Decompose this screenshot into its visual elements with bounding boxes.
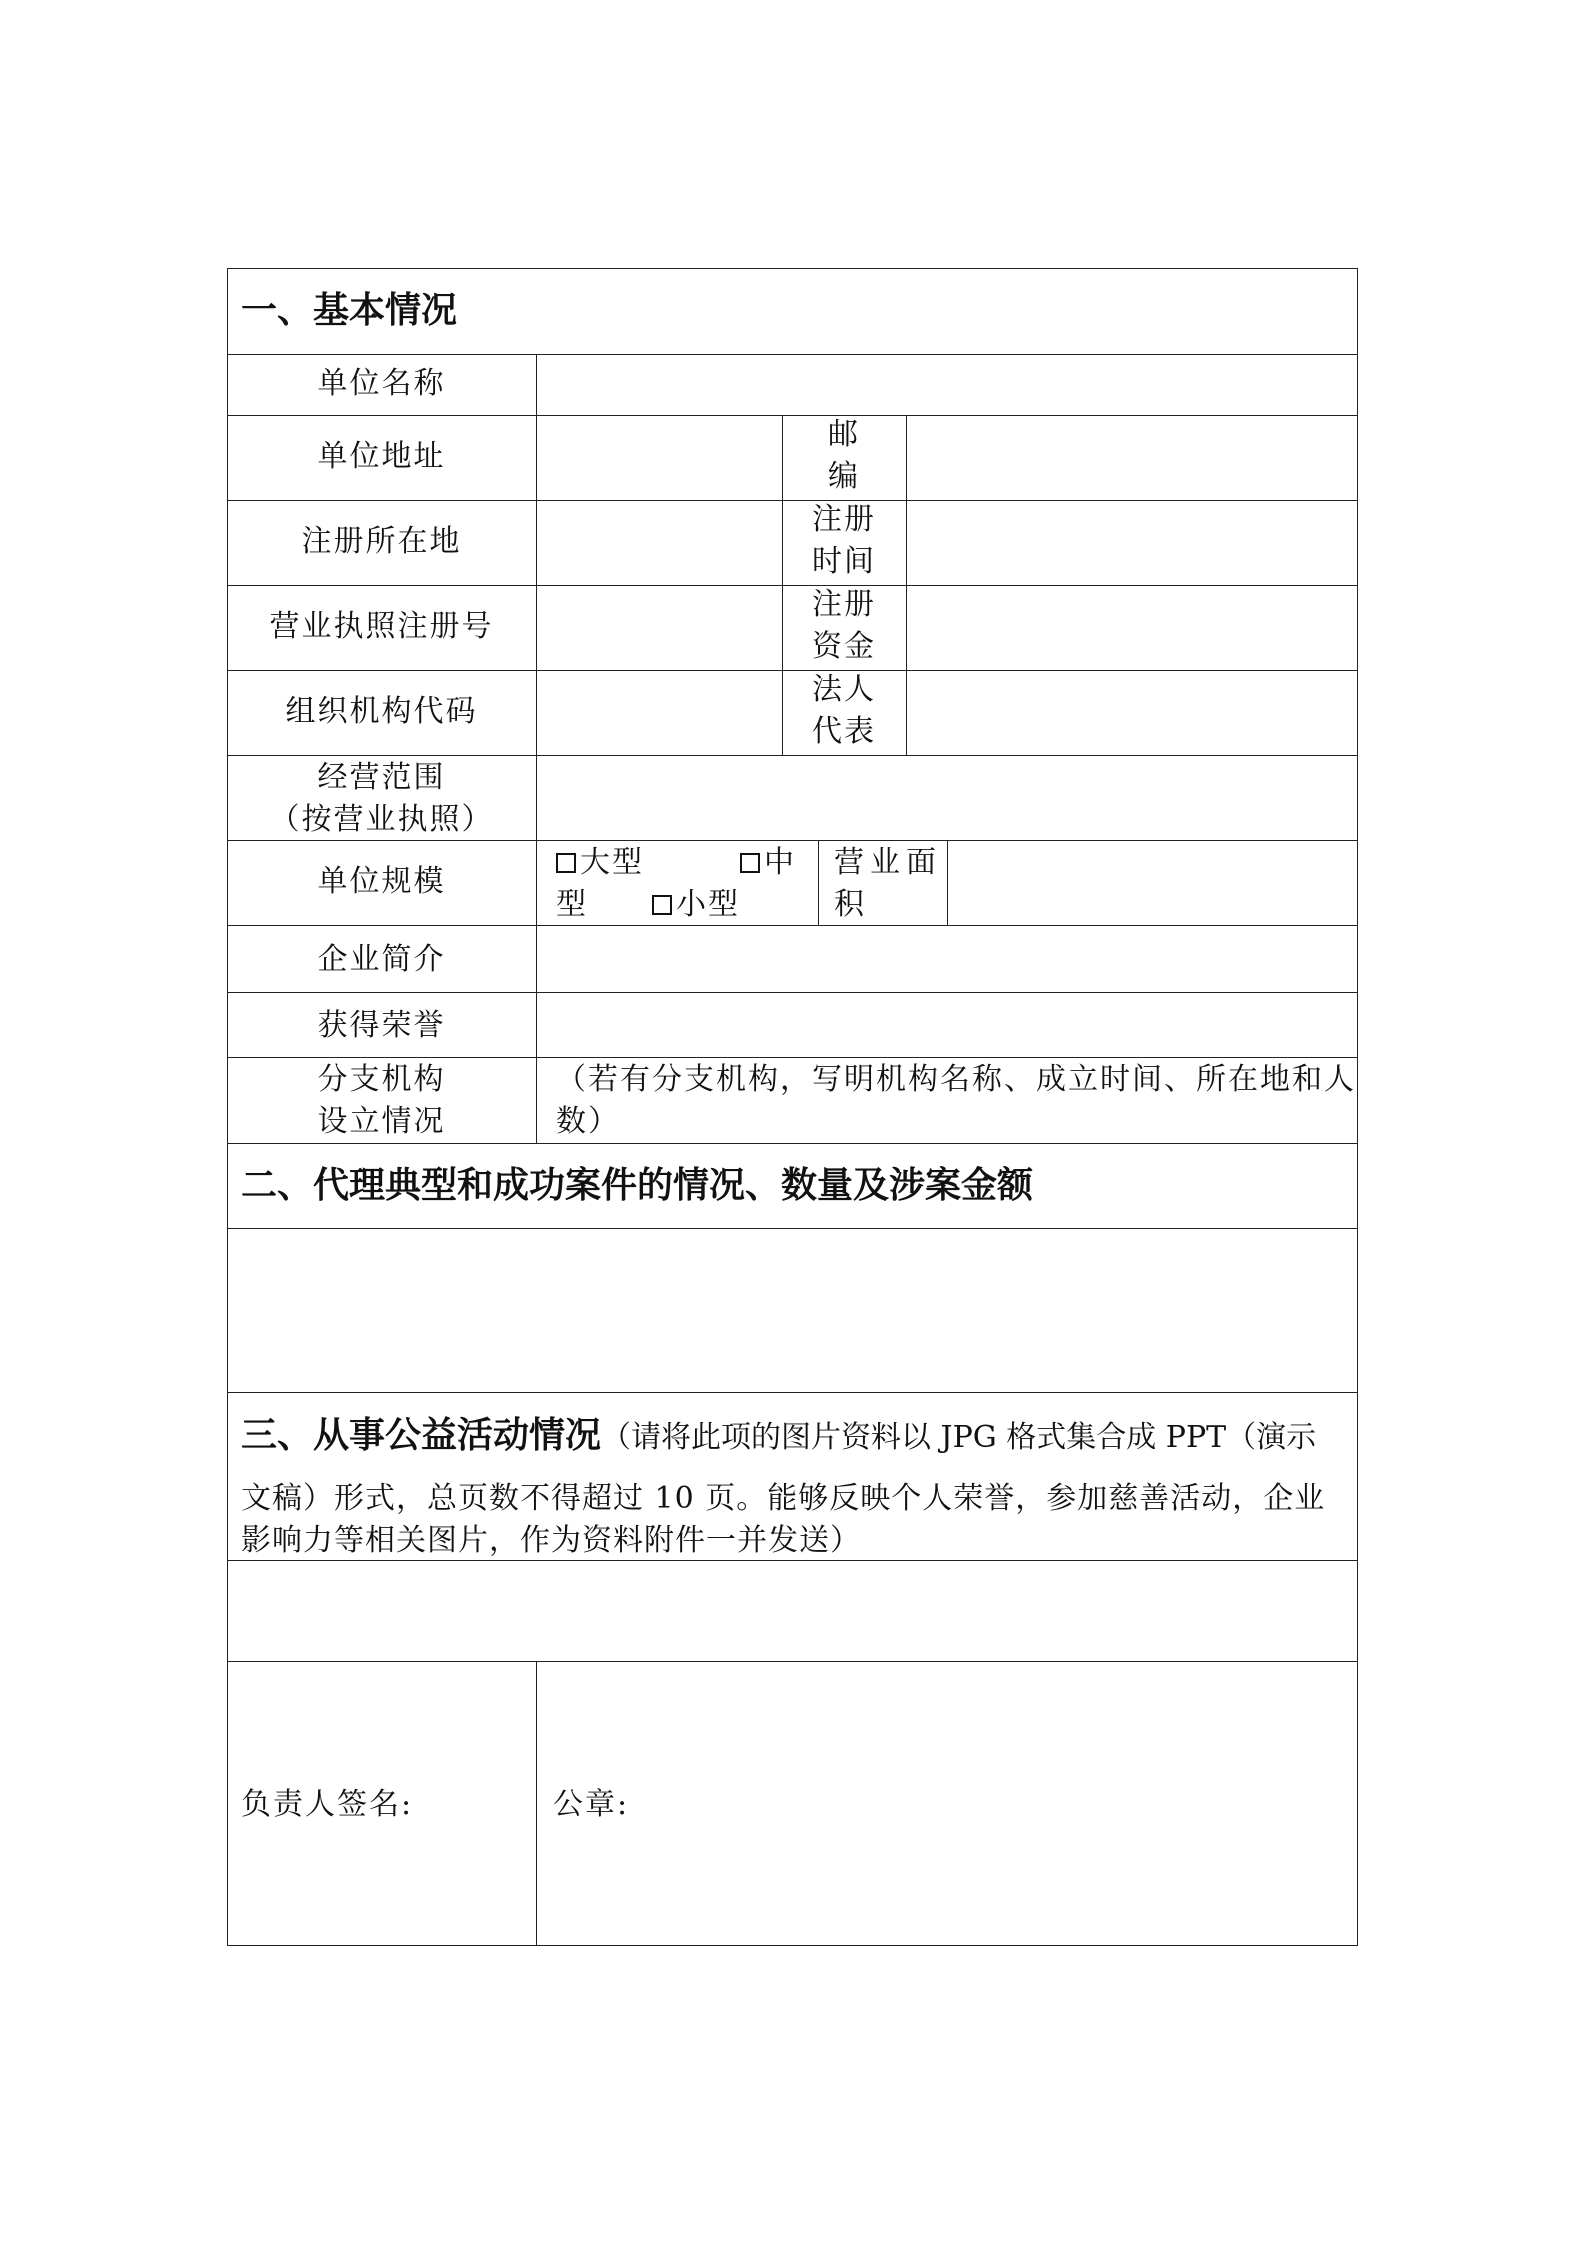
unit-address-field[interactable] xyxy=(538,417,780,498)
branch-note: （若有分支机构，写明机构名称、成立时间、所在地和人 xyxy=(556,1062,1356,1097)
honors-label: 获得荣誉 xyxy=(317,1008,446,1043)
column-divider xyxy=(906,415,907,755)
license-no-field[interactable] xyxy=(538,587,780,668)
cases-field[interactable] xyxy=(229,1230,1356,1390)
scale-option-small[interactable] xyxy=(652,884,740,926)
org-code-field[interactable] xyxy=(538,672,780,753)
section-3-note: （请将此项的图片资料以 JPG 格式集合成 PPT（演示 xyxy=(601,1420,1317,1455)
profile-field[interactable] xyxy=(538,927,1356,990)
column-divider xyxy=(818,840,819,925)
scale-label: 单位规模 xyxy=(317,864,446,899)
area-label: 积 xyxy=(834,887,866,922)
row-divider xyxy=(227,1143,1358,1144)
checkbox-icon xyxy=(740,853,760,873)
row-divider xyxy=(227,755,1358,756)
seal-field[interactable] xyxy=(538,1663,1356,1944)
profile-label: 企业简介 xyxy=(317,942,446,977)
business-scope-label: （按营业执照） xyxy=(269,802,494,837)
scale-option-medium-cont: 型 xyxy=(556,887,588,922)
honors-field[interactable] xyxy=(538,994,1356,1055)
business-scope-label: 经营范围 xyxy=(317,760,446,795)
branch-label: 设立情况 xyxy=(317,1104,446,1139)
column-divider xyxy=(947,840,948,925)
area-label: 营业面 xyxy=(834,845,942,880)
unit-address-label: 单位地址 xyxy=(317,439,446,474)
area-field[interactable] xyxy=(949,842,1356,923)
reg-place-label: 注册所在地 xyxy=(301,524,462,559)
row-divider xyxy=(227,992,1358,993)
reg-capital-label: 资金 xyxy=(812,629,876,664)
section-3-note: 影响力等相关图片，作为资料附件一并发送） xyxy=(241,1523,861,1558)
section-3-title xyxy=(241,1412,1316,1462)
scale-option-small-label: 小型 xyxy=(676,887,740,922)
scale-option-large[interactable] xyxy=(556,842,644,884)
scale-option-medium[interactable] xyxy=(740,842,796,884)
legal-rep-label: 法人 xyxy=(812,672,876,707)
business-scope-field[interactable] xyxy=(538,757,1356,838)
checkbox-icon xyxy=(652,895,672,915)
person-signature-label: 负责人签名: xyxy=(241,1787,414,1822)
reg-time-label: 时间 xyxy=(812,544,876,579)
row-divider xyxy=(227,1661,1358,1662)
row-divider xyxy=(227,354,1358,355)
legal-rep-field[interactable] xyxy=(908,672,1356,753)
license-no-label: 营业执照注册号 xyxy=(269,609,494,644)
scale-option-large-label: 大型 xyxy=(580,845,644,880)
section-3-title-text: 三、从事公益活动情况 xyxy=(241,1415,602,1456)
section-2-title: 二、代理典型和成功案件的情况、数量及涉案金额 xyxy=(241,1165,1034,1206)
postcode-label: 编 xyxy=(828,459,860,494)
row-divider xyxy=(227,1392,1358,1393)
section-1-title: 一、基本情况 xyxy=(241,290,458,331)
person-signature-field[interactable] xyxy=(229,1663,534,1944)
postcode-label: 邮 xyxy=(828,417,860,452)
reg-place-field[interactable] xyxy=(538,502,780,583)
scale-option-medium-label: 中 xyxy=(764,845,796,880)
reg-capital-field[interactable] xyxy=(908,587,1356,668)
unit-name-field[interactable] xyxy=(538,356,1356,413)
charity-field[interactable] xyxy=(229,1562,1356,1659)
column-divider xyxy=(536,354,537,1143)
row-divider xyxy=(227,925,1358,926)
legal-rep-label: 代表 xyxy=(812,714,876,749)
reg-time-label: 注册 xyxy=(812,502,876,537)
branch-label: 分支机构 xyxy=(317,1062,446,1097)
row-divider xyxy=(227,1057,1358,1058)
row-divider xyxy=(227,1228,1358,1229)
checkbox-icon xyxy=(556,853,576,873)
branch-note: 数） xyxy=(556,1104,620,1139)
seal-label: 公章: xyxy=(553,1787,630,1822)
reg-time-field[interactable] xyxy=(908,502,1356,583)
reg-capital-label: 注册 xyxy=(812,587,876,622)
section-3-note: 文稿）形式，总页数不得超过 10 页。能够反映个人荣誉，参加慈善活动，企业 xyxy=(241,1481,1326,1516)
postcode-field[interactable] xyxy=(908,417,1356,498)
org-code-label: 组织机构代码 xyxy=(285,694,478,729)
column-divider xyxy=(536,1661,537,1946)
unit-name-label: 单位名称 xyxy=(317,366,446,401)
